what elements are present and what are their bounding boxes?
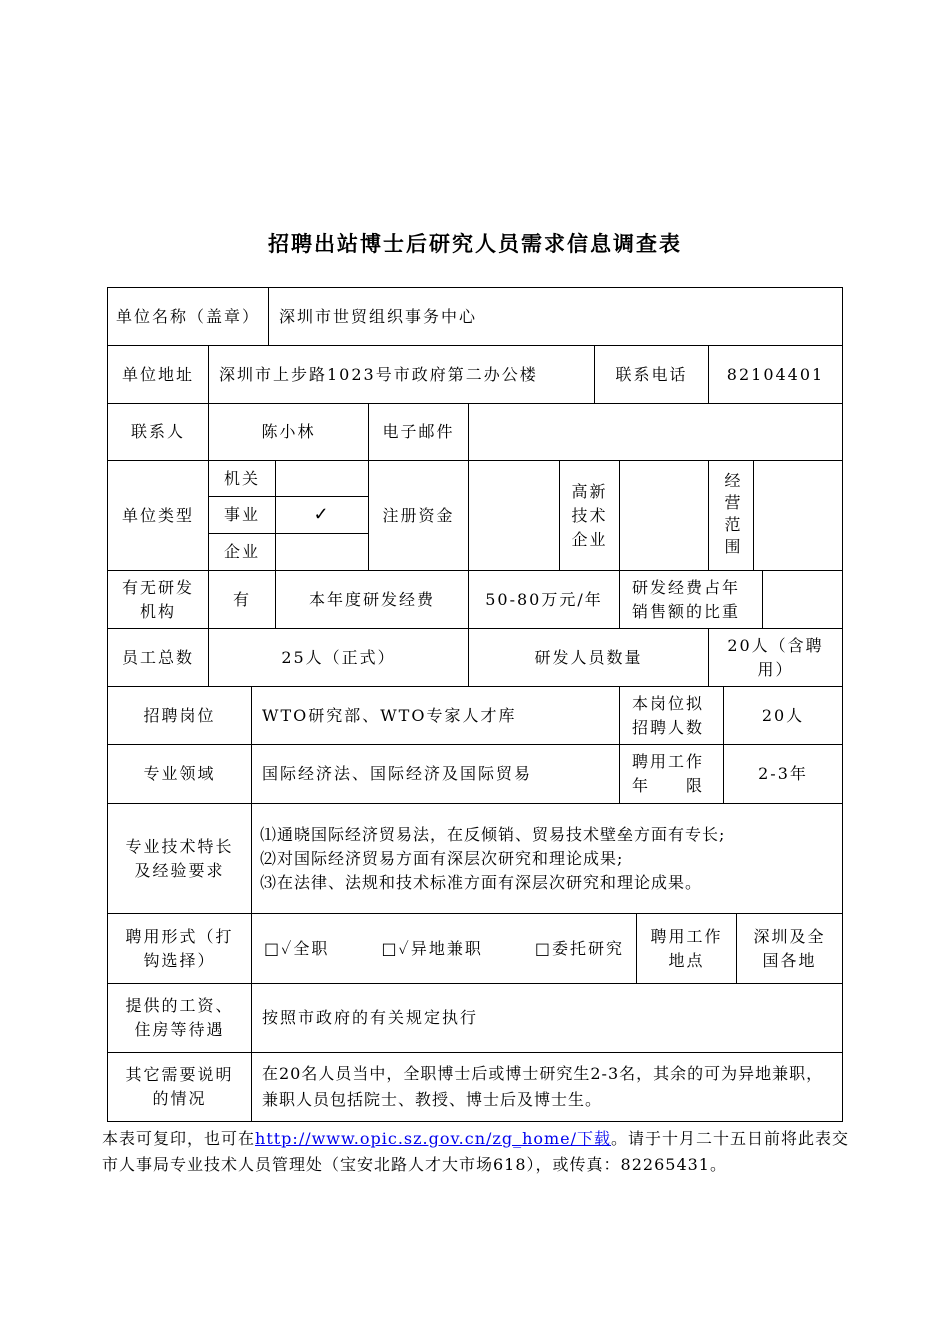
term-label: 聘用工作年 限: [619, 744, 724, 804]
staff-value: 25人（正式）: [208, 628, 469, 687]
workplace-value: 深圳及全国各地: [736, 913, 843, 984]
skills-list: [251, 803, 843, 914]
skills-item-3: ⑶在法律、法规和技术标准方面有深层次研究和理论成果。: [260, 872, 703, 892]
address-label: 单位地址: [107, 345, 209, 404]
unit-type-label: 单位类型: [107, 460, 209, 571]
unit-type-enterprise: 企业: [208, 533, 276, 571]
business-scope-label: 经营范围: [708, 460, 754, 571]
unit-type-enterprise-mark: [275, 533, 369, 571]
reg-capital-label: 注册资金: [368, 460, 469, 571]
download-link[interactable]: http://www.opic.sz.gov.cn/zg_home/下载: [255, 1129, 612, 1148]
unit-type-institution: 事业: [208, 496, 276, 534]
employ-label: 聘用形式（打钩选择）: [107, 913, 252, 984]
post-count-value: 20人: [723, 686, 843, 745]
rd-staff-value: 20人（含聘用）: [708, 628, 843, 687]
contact-label: 联系人: [107, 403, 209, 461]
footer-text-pre: 本表可复印，也可在: [102, 1129, 256, 1148]
post-label: 招聘岗位: [107, 686, 252, 745]
page-title: 招聘出站博士后研究人员需求信息调查表: [268, 231, 682, 256]
term-value: 2-3年: [723, 744, 843, 804]
other-label: 其它需要说明的情况: [107, 1052, 252, 1122]
rd-ratio-value: [762, 570, 843, 629]
other-value: 在20名人员当中，全职博士后或博士研究生2-3名，其余的可为异地兼职，兼职人员包括院士、教授、博士后及博士生。: [251, 1052, 843, 1122]
email-label: 电子邮件: [368, 403, 469, 461]
post-count-label: 本岗位拟招聘人数: [619, 686, 724, 745]
contact-value: 陈小林: [208, 403, 369, 461]
phone-label: 联系电话: [594, 345, 709, 404]
post-value: WTO研究部、WTO专家人才库: [251, 686, 620, 745]
hightech-value: [619, 460, 709, 571]
footer-text-post: 。请于十月二十五日前将此表交市人事局专业技术人员管理处（宝安北路人才大市场618），或传真：82265431。: [102, 1129, 850, 1174]
workplace-label: 聘用工作地点: [636, 913, 737, 984]
skills-item-1: ⑴通晓国际经济贸易法，在反倾销、贸易技术壁垒方面有专长;: [260, 824, 726, 844]
unit-name-value: 深圳市世贸组织事务中心: [268, 287, 843, 346]
hightech-label: 高新技术企业: [559, 460, 620, 571]
rd-staff-label: 研发人员数量: [468, 628, 709, 687]
footer-note: [102, 1126, 854, 1178]
salary-value: 按照市政府的有关规定执行: [251, 983, 843, 1053]
phone-value: 82104401: [708, 345, 843, 404]
business-scope-value: [753, 460, 843, 571]
rd-org-label: 有无研发机构: [107, 570, 209, 629]
rd-budget-label: 本年度研发经费: [275, 570, 469, 629]
address-value: 深圳市上步路1023号市政府第二办公楼: [208, 345, 595, 404]
rd-ratio-label: 研发经费占年销售额的比重: [619, 570, 763, 629]
field-value: 国际经济法、国际经济及国际贸易: [251, 744, 620, 804]
employ-option-fulltime[interactable]: □✓全职: [264, 938, 330, 958]
email-value: [468, 403, 843, 461]
rd-budget-value: 50-80万元/年: [468, 570, 620, 629]
reg-capital-value: [468, 460, 560, 571]
unit-name-label: 单位名称（盖章）: [107, 287, 269, 346]
unit-type-government-mark: [275, 460, 369, 497]
salary-label: 提供的工资、住房等待遇: [107, 983, 252, 1053]
skills-label: 专业技术特长及经验要求: [107, 803, 252, 914]
employ-options: [251, 913, 637, 984]
field-label: 专业领域: [107, 744, 252, 804]
employ-option-commissioned[interactable]: □委托研究: [534, 938, 624, 958]
skills-item-2: ⑵对国际经济贸易方面有深层次研究和理论成果;: [260, 848, 624, 868]
unit-type-institution-check: ✓: [275, 496, 369, 534]
employ-option-parttime-remote[interactable]: □✓异地兼职: [381, 938, 483, 958]
staff-label: 员工总数: [107, 628, 209, 687]
unit-type-government: 机关: [208, 460, 276, 497]
rd-org-value: 有: [208, 570, 276, 629]
